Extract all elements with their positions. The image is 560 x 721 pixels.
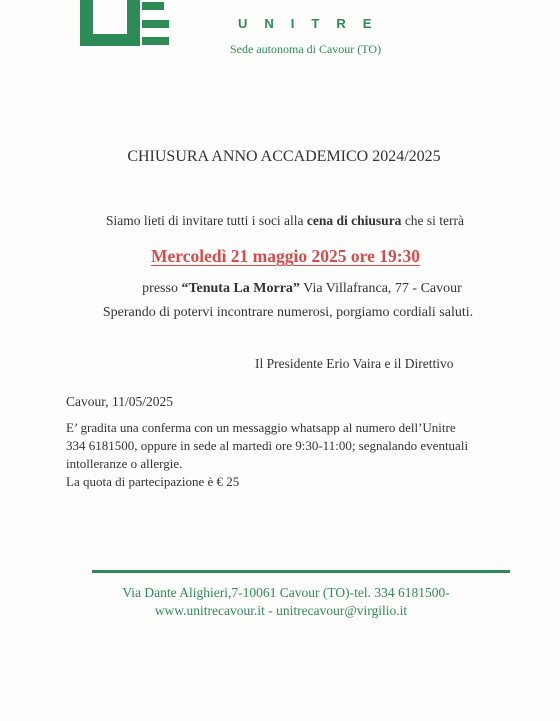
greeting-text: Sperando di potervi incontrare numerosi, porgiamo cordiali saluti. bbox=[102, 305, 474, 320]
signature: Il Presidente Erio Vaira e il Direttivo bbox=[255, 356, 454, 371]
info-line: intolleranze o allergie. bbox=[66, 456, 183, 471]
logo-u-shape bbox=[80, 0, 140, 46]
logo-bar bbox=[142, 37, 169, 45]
org-subtitle: Sede autonoma di Cavour (TO) bbox=[230, 42, 382, 56]
venue-name: “Tenuta La Morra” bbox=[181, 281, 300, 296]
org-name: UNITRE bbox=[238, 16, 389, 31]
place-date: Cavour, 11/05/2025 bbox=[66, 394, 173, 409]
invitation-text: Siamo lieti di invitare tutti i soci alla cena di chiusura che si terrà bbox=[105, 213, 465, 228]
logo-bar bbox=[142, 20, 169, 28]
document-title: CHIUSURA ANNO ACCADEMICO 2024/2025 bbox=[127, 148, 441, 165]
event-datetime: Mercoledì 21 maggio 2025 ore 19:30 bbox=[150, 246, 421, 266]
unitre-logo bbox=[80, 0, 170, 48]
footer-divider bbox=[92, 570, 510, 573]
dinner-emphasis: cena di chiusura bbox=[306, 213, 402, 228]
info-line: E’ gradita una conferma con un messaggio whatsapp al numero dell’Unitre bbox=[66, 420, 456, 435]
info-line: 334 6181500, oppure in sede al martedì ore 9:30-11:00; segnalando eventuali bbox=[66, 438, 469, 453]
rsvp-info bbox=[66, 419, 506, 491]
footer-address: Via Dante Alighieri,7-10061 Cavour (TO)-tel. 334 6181500- bbox=[122, 585, 450, 600]
footer-web-email: www.unitrecavour.it - unitrecavour@virgilio.it bbox=[154, 603, 408, 618]
info-line: La quota di partecipazione è € 25 bbox=[66, 474, 240, 489]
logo-bar bbox=[142, 2, 164, 10]
venue-text: presso “Tenuta La Morra” Via Villafranca, 77 - Cavour bbox=[142, 281, 462, 296]
